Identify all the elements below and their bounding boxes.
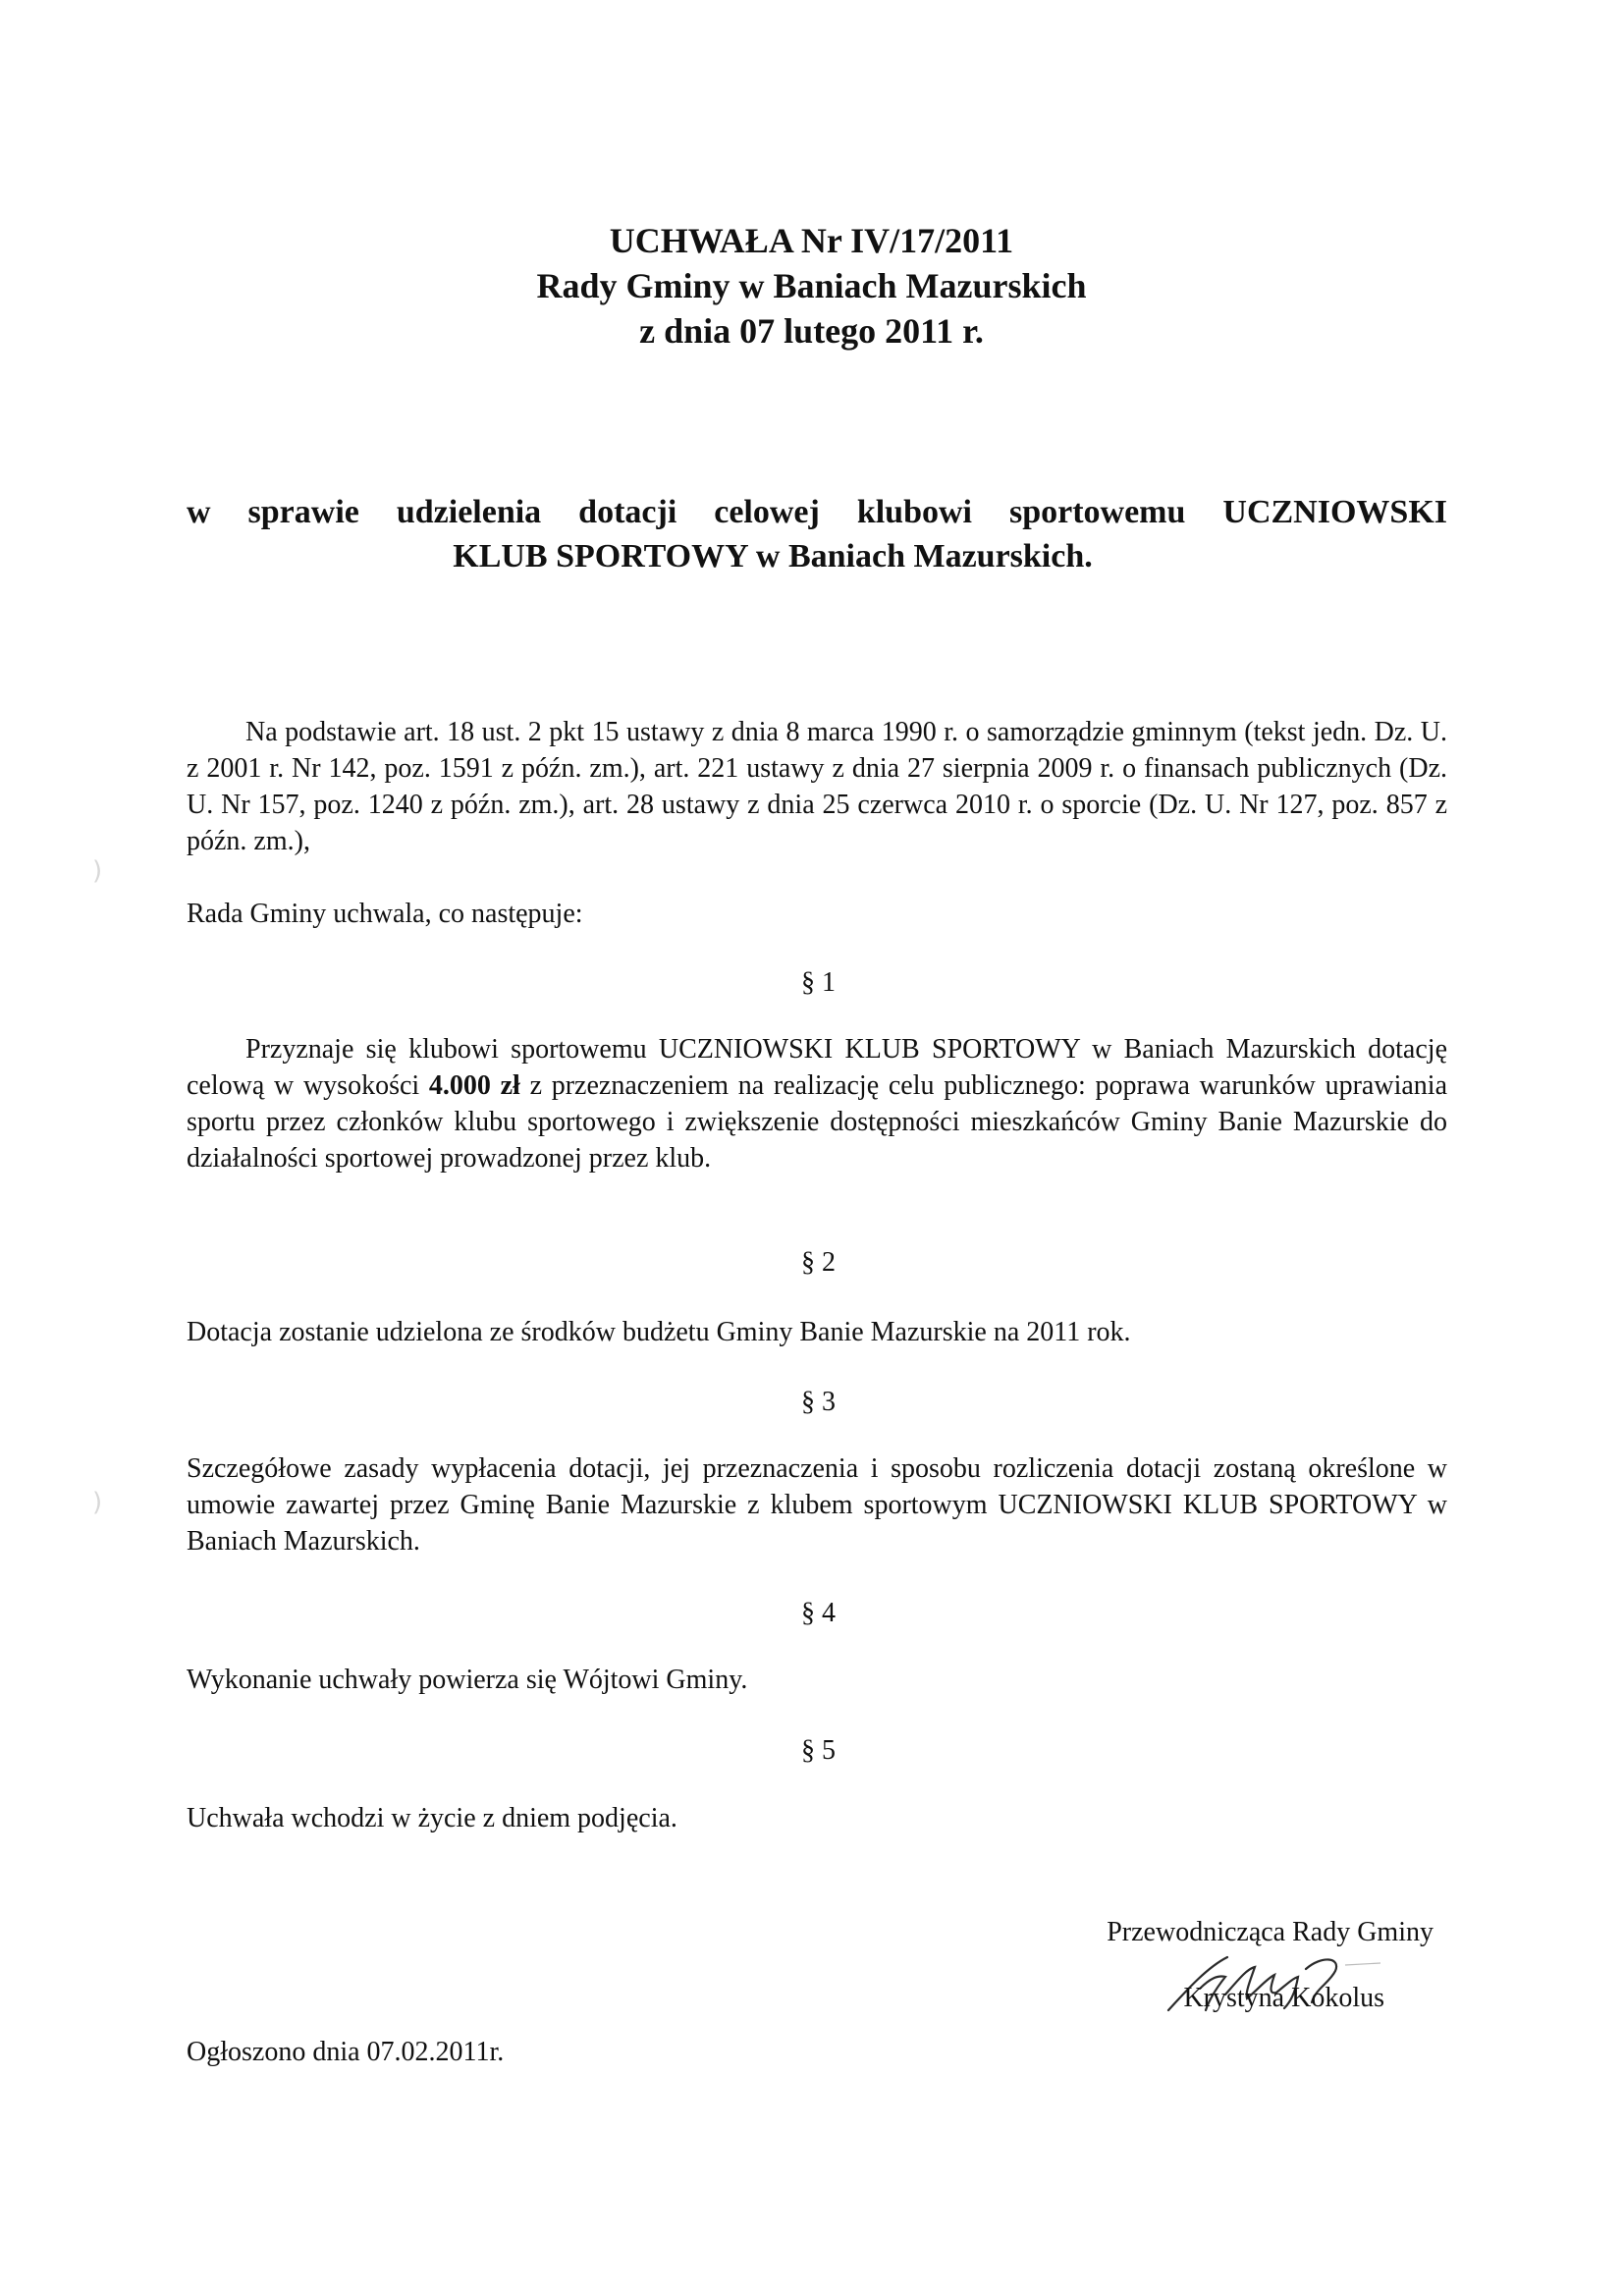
resolution-header [0,218,1623,354]
section-mark-4: § 4 [801,1598,836,1628]
resolution-subject-line-2: KLUB SPORTOWY w Baniach Mazurskich. [453,538,1093,574]
signatory-title: Przewodnicząca Rady Gminy [1107,1917,1434,1947]
section-1-text-after: z przeznaczeniem na realizację celu publicznego: poprawa warunków uprawiania sportu przez członków klubu sportowego i zwiększenie dostępności mieszkańców Gminy Banie Mazurskie do działalności sportowej prowadzonej przez klub. [187,1070,1447,1174]
signatory-name: Krystyna Kokolus [1183,1983,1384,2013]
section-mark-3: § 3 [801,1387,836,1417]
section-1-text [187,1031,1447,1176]
resolution-subject-line-1: w sprawie udzielenia dotacji celowej klubowi sportowemu UCZNIOWSKI [187,494,1447,530]
section-1-text-before: Przyznaje się klubowi sportowemu UCZNIOWSKI KLUB SPORTOWY w Baniach Mazurskich dotację celową w wysokości [187,1034,1447,1101]
section-4-text: Wykonanie uchwały powierza się Wójtowi Gminy. [187,1665,748,1695]
section-mark-1: § 1 [801,967,836,998]
grant-amount: 4.000 zł [428,1070,520,1101]
margin-punch-mark: ) [92,1488,103,1517]
section-5-text: Uchwała wchodzi w życie z dniem podjęcia. [187,1803,677,1833]
announcement-date: Ogłoszono dnia 07.02.2011r. [187,2037,505,2067]
section-mark-2: § 2 [801,1247,836,1278]
resolves-statement: Rada Gminy uchwala, co następuje: [187,899,583,929]
margin-punch-mark: ) [92,856,103,886]
council-name: Rady Gminy w Baniach Mazurskich [536,266,1087,305]
legal-basis-paragraph: Na podstawie art. 18 ust. 2 pkt 15 ustawy z dnia 8 marca 1990 r. o samorządzie gminnym (tekst jedn. Dz. U. z 2001 r. Nr 142, poz. 1591 z późn. zm.), art. 221 ustawy z dnia 27 sierpnia 2009 r. o finansach publicznych (Dz. U. Nr 157, poz. 1240 z późn. zm.), art. 28 ustawy z dnia 25 czerwca 2010 r. o sporcie (Dz. U. Nr 127, poz. 857 z późn. zm.), [187,717,1447,856]
resolution-date: z dnia 07 lutego 2011 r. [639,311,984,351]
resolution-number: UCHWAŁA Nr IV/17/2011 [609,221,1014,260]
section-3-text: Szczegółowe zasady wypłacenia dotacji, jej przeznaczenia i sposobu rozliczenia dotacji zostaną określone w umowie zawartej przez Gminę Banie Mazurskie z klubem sportowym UCZNIOWSKI KLUB SPORTOWY w Baniach Mazurskich. [187,1453,1447,1557]
section-2-text: Dotacja zostanie udzielona ze środków budżetu Gminy Banie Mazurskie na 2011 rok. [187,1317,1131,1347]
section-mark-5: § 5 [801,1735,836,1766]
